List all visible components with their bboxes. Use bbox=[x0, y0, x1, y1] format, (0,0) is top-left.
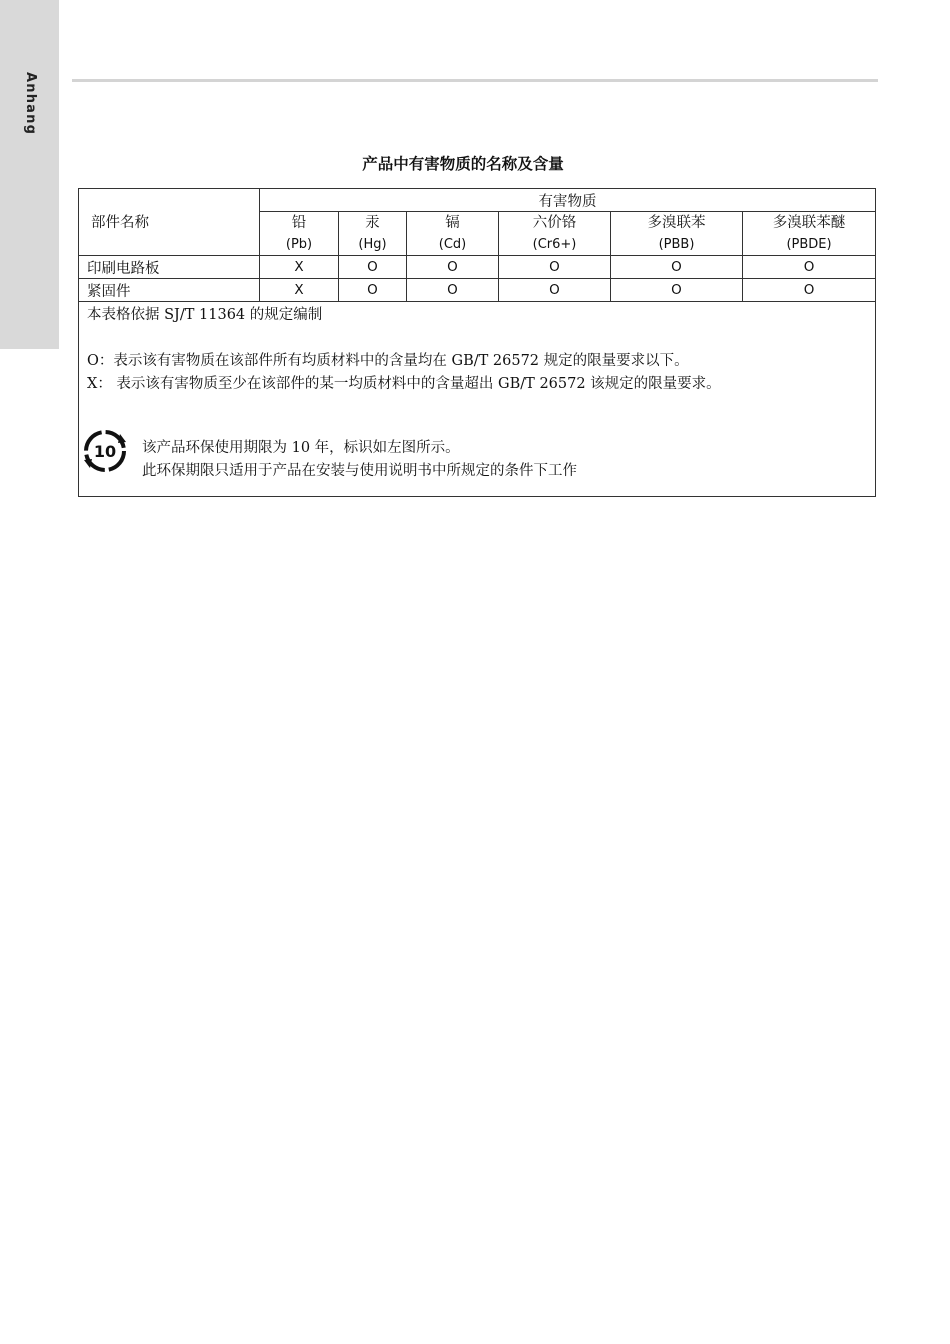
notes-cell bbox=[79, 302, 876, 497]
part-name-header: 部件名称 bbox=[79, 189, 260, 256]
document-title: 产品中有害物质的名称及含量 bbox=[362, 154, 564, 173]
value-cell: O bbox=[743, 256, 876, 279]
value-cell: O bbox=[499, 279, 611, 302]
hazardous-substances-header: 有害物质 bbox=[260, 189, 876, 212]
value-cell: O bbox=[407, 256, 499, 279]
header-divider bbox=[72, 79, 878, 82]
value-cell: O bbox=[611, 279, 743, 302]
eco-icon-number: 10 bbox=[93, 442, 117, 461]
substance-header-pbb: 多溴联苯 (PBB) bbox=[611, 212, 743, 256]
value-cell: O bbox=[499, 256, 611, 279]
side-section-tab bbox=[0, 0, 59, 349]
o-legend-note: O：表示该有害物质在该部件所有均质材料中的含量均在 GB/T 26572 规定的限量要求以下。 bbox=[87, 353, 689, 369]
hazardous-substances-table bbox=[78, 188, 876, 497]
standard-note: 本表格依据 SJ/T 11364 的规定编制 bbox=[87, 307, 323, 323]
eco-period-note: 该产品环保使用期限为 10 年，标识如左图所示。 bbox=[142, 440, 460, 456]
side-section-label: Anhang bbox=[23, 72, 38, 136]
table-row bbox=[79, 279, 876, 302]
part-name-cell: 紧固件 bbox=[79, 279, 260, 302]
value-cell: O bbox=[743, 279, 876, 302]
substance-header-chromium: 六价铬 (Cr6+) bbox=[499, 212, 611, 256]
value-cell: O bbox=[611, 256, 743, 279]
part-name-cell: 印刷电路板 bbox=[79, 256, 260, 279]
environmental-protection-period-icon bbox=[82, 428, 128, 474]
x-legend-note: X： 表示该有害物质至少在该部件的某一均质材料中的含量超出 GB/T 26572 该规定的限量要求。 bbox=[87, 376, 721, 392]
substance-header-lead: 铅 (Pb) bbox=[260, 212, 339, 256]
substance-header-mercury: 汞 (Hg) bbox=[339, 212, 407, 256]
substance-header-pbde: 多溴联苯醚 (PBDE) bbox=[743, 212, 876, 256]
value-cell: X bbox=[260, 256, 339, 279]
eco-condition-note: 此环保期限只适用于产品在安装与使用说明书中所规定的条件下工作 bbox=[142, 463, 577, 479]
table-row bbox=[79, 256, 876, 279]
value-cell: X bbox=[260, 279, 339, 302]
value-cell: O bbox=[407, 279, 499, 302]
value-cell: O bbox=[339, 256, 407, 279]
value-cell: O bbox=[339, 279, 407, 302]
substance-header-cadmium: 镉 (Cd) bbox=[407, 212, 499, 256]
